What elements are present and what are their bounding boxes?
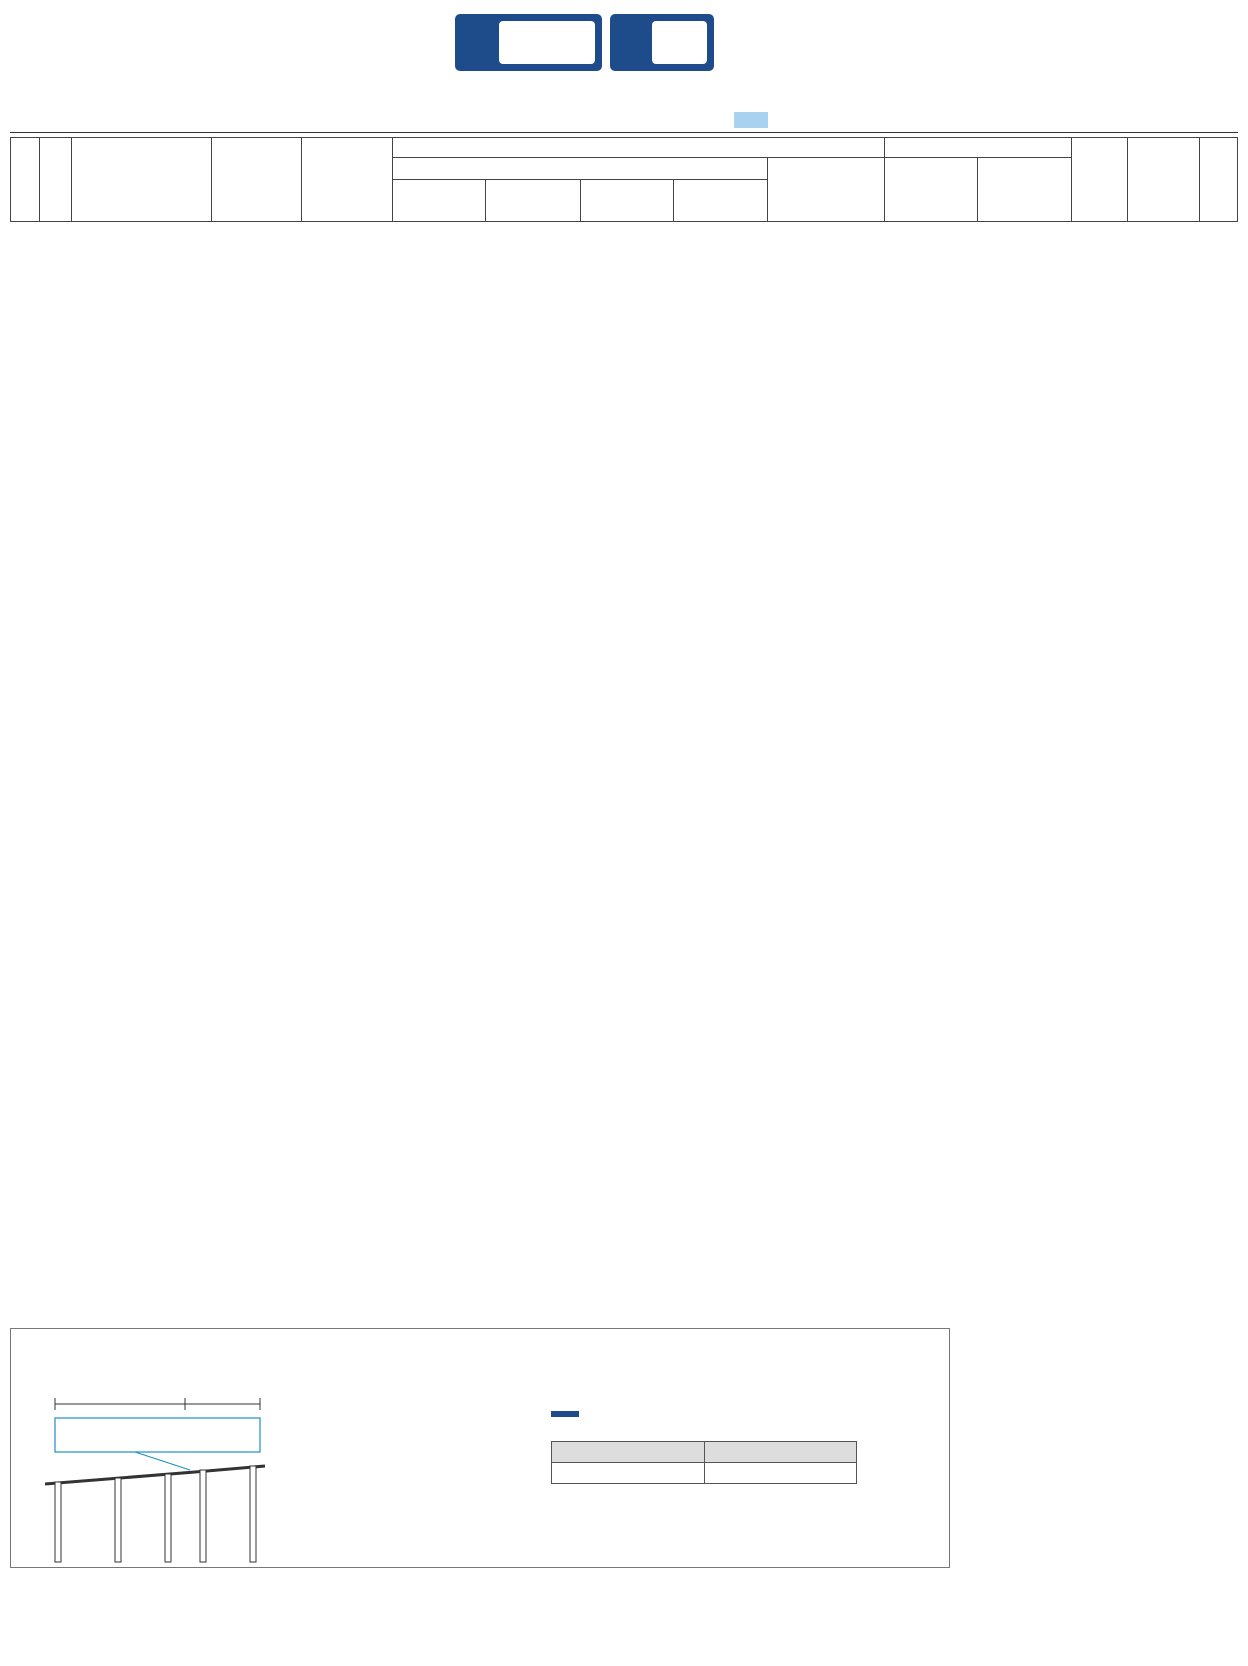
- option-head-item: [552, 1442, 705, 1463]
- head-name: [211, 138, 301, 222]
- snow-value: [652, 21, 707, 64]
- head-h23: [392, 180, 486, 222]
- price-table: [10, 137, 1238, 222]
- head-thickness: [1200, 138, 1238, 222]
- head-beam: [1071, 138, 1127, 222]
- head-h25s: [580, 180, 674, 222]
- head-dimension: [302, 138, 392, 222]
- head-h25: [486, 180, 581, 222]
- divider: [10, 132, 1238, 133]
- head-roof2: [978, 158, 1072, 222]
- head-frame: [392, 158, 767, 180]
- head-wood: [767, 158, 884, 222]
- section-note: [732, 112, 778, 128]
- side-view-figure: [35, 1384, 285, 1564]
- option-table: [551, 1441, 857, 1484]
- head-figure: [71, 138, 211, 222]
- head-body-price: [392, 138, 884, 158]
- wind-speed-box: [455, 14, 602, 71]
- blue-swatch: [734, 112, 768, 128]
- option-item: [552, 1463, 705, 1484]
- head-count: [11, 138, 40, 222]
- head-type: [40, 138, 72, 222]
- option-head-price: [704, 1442, 857, 1463]
- bottom-note-panel: [10, 1328, 950, 1568]
- option-label: [551, 1411, 579, 1417]
- head-h30: [674, 180, 768, 222]
- head-roof-price: [884, 138, 1071, 158]
- option-price: [704, 1463, 857, 1484]
- head-roof1: [884, 158, 978, 222]
- snow-box: [610, 14, 714, 71]
- wind-value: [499, 21, 595, 64]
- head-columns: [1127, 138, 1200, 222]
